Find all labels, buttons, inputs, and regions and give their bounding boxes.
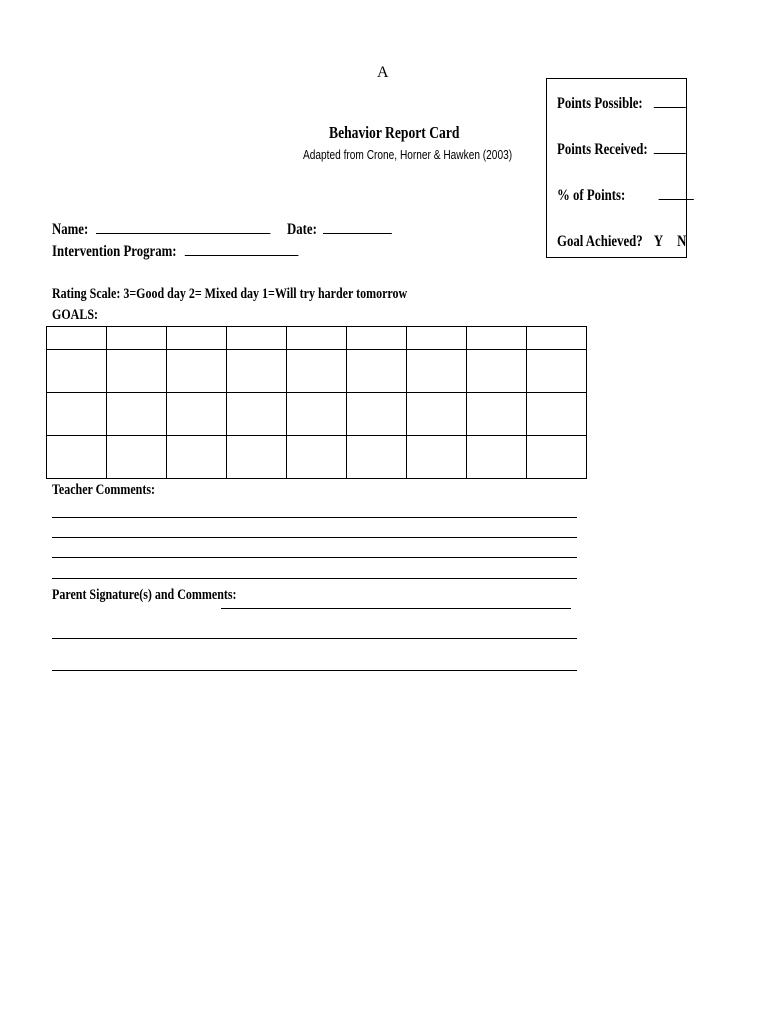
- goal-cell[interactable]: [347, 327, 407, 350]
- teacher-comment-line[interactable]: [52, 517, 577, 518]
- rating-cell[interactable]: [527, 436, 587, 479]
- parent-comments-label: Parent Signature(s) and Comments:: [52, 587, 237, 603]
- points-received-field[interactable]: [654, 152, 686, 154]
- name-field[interactable]: [96, 232, 270, 234]
- points-summary-box: [546, 78, 687, 258]
- goal-cell[interactable]: [227, 327, 287, 350]
- goal-achieved-no[interactable]: N: [677, 233, 687, 250]
- goal-cell[interactable]: [467, 327, 527, 350]
- name-label: Name:: [52, 221, 89, 238]
- page-subtitle: Adapted from Crone, Horner & Hawken (2003): [303, 147, 513, 162]
- goal-achieved-label: Goal Achieved?: [557, 233, 643, 250]
- rating-cell[interactable]: [347, 393, 407, 436]
- rating-cell[interactable]: [167, 350, 227, 393]
- rating-cell[interactable]: [347, 350, 407, 393]
- rating-cell[interactable]: [407, 393, 467, 436]
- rating-cell[interactable]: [47, 436, 107, 479]
- program-field[interactable]: [185, 254, 299, 256]
- goal-cell[interactable]: [107, 327, 167, 350]
- goal-cell[interactable]: [47, 327, 107, 350]
- goals-table: [46, 326, 587, 479]
- percent-points-field[interactable]: [659, 198, 694, 200]
- program-label: Intervention Program:: [52, 243, 177, 260]
- rating-cell[interactable]: [47, 350, 107, 393]
- points-possible-row: [557, 95, 686, 113]
- rating-cell[interactable]: [107, 436, 167, 479]
- program-row: [52, 243, 298, 261]
- goal-cell[interactable]: [527, 327, 587, 350]
- rating-cell[interactable]: [167, 393, 227, 436]
- name-row: [52, 221, 271, 239]
- goal-cell[interactable]: [287, 327, 347, 350]
- goal-achieved-row: [557, 233, 686, 251]
- parent-comment-line[interactable]: [52, 638, 577, 639]
- goals-header-row: [47, 327, 587, 350]
- percent-points-row: [557, 187, 694, 205]
- rating-cell[interactable]: [287, 436, 347, 479]
- rating-cell[interactable]: [227, 436, 287, 479]
- goals-row: [47, 436, 587, 479]
- rating-cell[interactable]: [167, 436, 227, 479]
- parent-comment-line[interactable]: [52, 670, 577, 671]
- rating-cell[interactable]: [467, 393, 527, 436]
- points-possible-label: Points Possible:: [557, 95, 643, 112]
- rating-cell[interactable]: [407, 350, 467, 393]
- points-received-row: [557, 141, 686, 159]
- rating-cell[interactable]: [467, 350, 527, 393]
- rating-cell[interactable]: [107, 350, 167, 393]
- goal-cell[interactable]: [167, 327, 227, 350]
- rating-cell[interactable]: [227, 350, 287, 393]
- date-field[interactable]: [323, 232, 392, 234]
- teacher-comment-line[interactable]: [52, 557, 577, 558]
- teacher-comments-label: Teacher Comments:: [52, 482, 155, 498]
- percent-points-label: % of Points:: [557, 187, 626, 204]
- page-title: Behavior Report Card: [329, 123, 460, 142]
- rating-cell[interactable]: [467, 436, 527, 479]
- rating-cell[interactable]: [347, 436, 407, 479]
- rating-cell[interactable]: [107, 393, 167, 436]
- goals-label: GOALS:: [52, 307, 99, 323]
- goals-row: [47, 393, 587, 436]
- rating-cell[interactable]: [407, 436, 467, 479]
- rating-cell[interactable]: [527, 350, 587, 393]
- rating-cell[interactable]: [47, 393, 107, 436]
- date-label: Date:: [287, 221, 317, 238]
- points-received-label: Points Received:: [557, 141, 648, 158]
- points-possible-field[interactable]: [654, 106, 686, 108]
- rating-cell[interactable]: [287, 393, 347, 436]
- goals-row: [47, 350, 587, 393]
- rating-cell[interactable]: [227, 393, 287, 436]
- goal-achieved-yes[interactable]: Y: [653, 233, 663, 250]
- rating-cell[interactable]: [527, 393, 587, 436]
- goal-cell[interactable]: [407, 327, 467, 350]
- rating-scale: Rating Scale: 3=Good day 2= Mixed day 1=Will try harder tomorrow: [52, 286, 408, 302]
- teacher-comment-line[interactable]: [52, 578, 577, 579]
- rating-cell[interactable]: [287, 350, 347, 393]
- teacher-comment-line[interactable]: [52, 537, 577, 538]
- page-letter: A: [377, 64, 389, 81]
- date-row: [287, 221, 392, 239]
- parent-signature-line[interactable]: [221, 608, 571, 609]
